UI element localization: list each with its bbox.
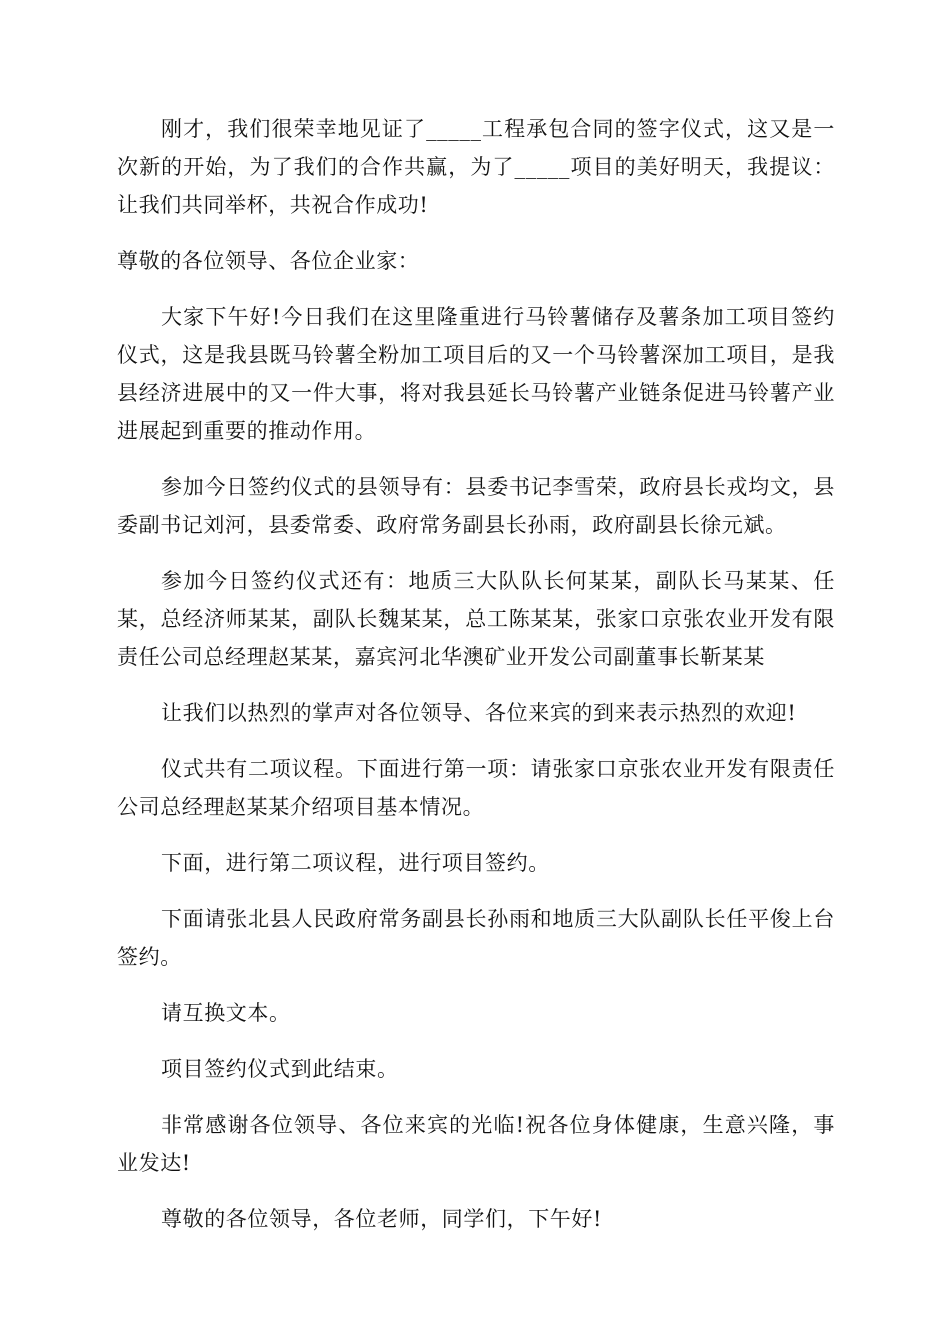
paragraph-exchange-documents: 请互换文本。 xyxy=(161,1001,291,1025)
paragraph-agenda-item-one: 仪式共有二项议程。下面进行第一项：请张家口京张农业开发有限责任公司总经理赵某某介绍项目基本情况。 xyxy=(117,757,835,819)
paragraph-salutation-teachers: 尊敬的各位领导，各位老师，同学们，下午好! xyxy=(161,1207,603,1231)
paragraph-agenda-item-two: 下面，进行第二项议程，进行项目签约。 xyxy=(161,851,550,875)
document-body xyxy=(117,110,835,1256)
paragraph-other-attendees: 参加今日签约仪式还有：地质三大队队长何某某，副队长马某某、任某，总经济师某某，副队长魏某某，总工陈某某，张家口京张农业开发有限责任公司总经理赵某某，嘉宾河北华澳矿业开发公司副董事长靳某某 xyxy=(117,569,835,669)
paragraph-salutation-entrepreneurs: 尊敬的各位领导、各位企业家： xyxy=(117,249,420,273)
paragraph-ceremony-end: 项目签约仪式到此结束。 xyxy=(161,1057,399,1081)
paragraph-welcome-applause: 让我们以热烈的掌声对各位领导、各位来宾的到来表示热烈的欢迎! xyxy=(161,701,797,725)
paragraph-county-leaders: 参加今日签约仪式的县领导有：县委书记李雪荣，政府县长戎均文，县委副书记刘河，县委常委、政府常务副县长孙雨，政府副县长徐元斌。 xyxy=(117,475,835,537)
paragraph-thanks: 非常感谢各位领导、各位来宾的光临!祝各位身体健康，生意兴隆，事业发达! xyxy=(117,1113,835,1175)
paragraph-signing-invitation: 下面请张北县人民政府常务副县长孙雨和地质三大队副队长任平俊上台签约。 xyxy=(117,907,835,969)
paragraph-toast-proposal: 刚才，我们很荣幸地见证了_____工程承包合同的签字仪式，这又是一次新的开始，为了我们的合作共赢，为了_____项目的美好明天，我提议：让我们共同举杯，共祝合作成功! xyxy=(117,117,835,217)
paragraph-opening-remarks: 大家下午好!今日我们在这里隆重进行马铃薯储存及薯条加工项目签约仪式，这是我县既马铃薯全粉加工项目后的又一个马铃薯深加工项目，是我县经济进展中的又一件大事，将对我县延长马铃薯产业链条促进马铃薯产业进展起到重要的推动作用。 xyxy=(117,305,835,443)
